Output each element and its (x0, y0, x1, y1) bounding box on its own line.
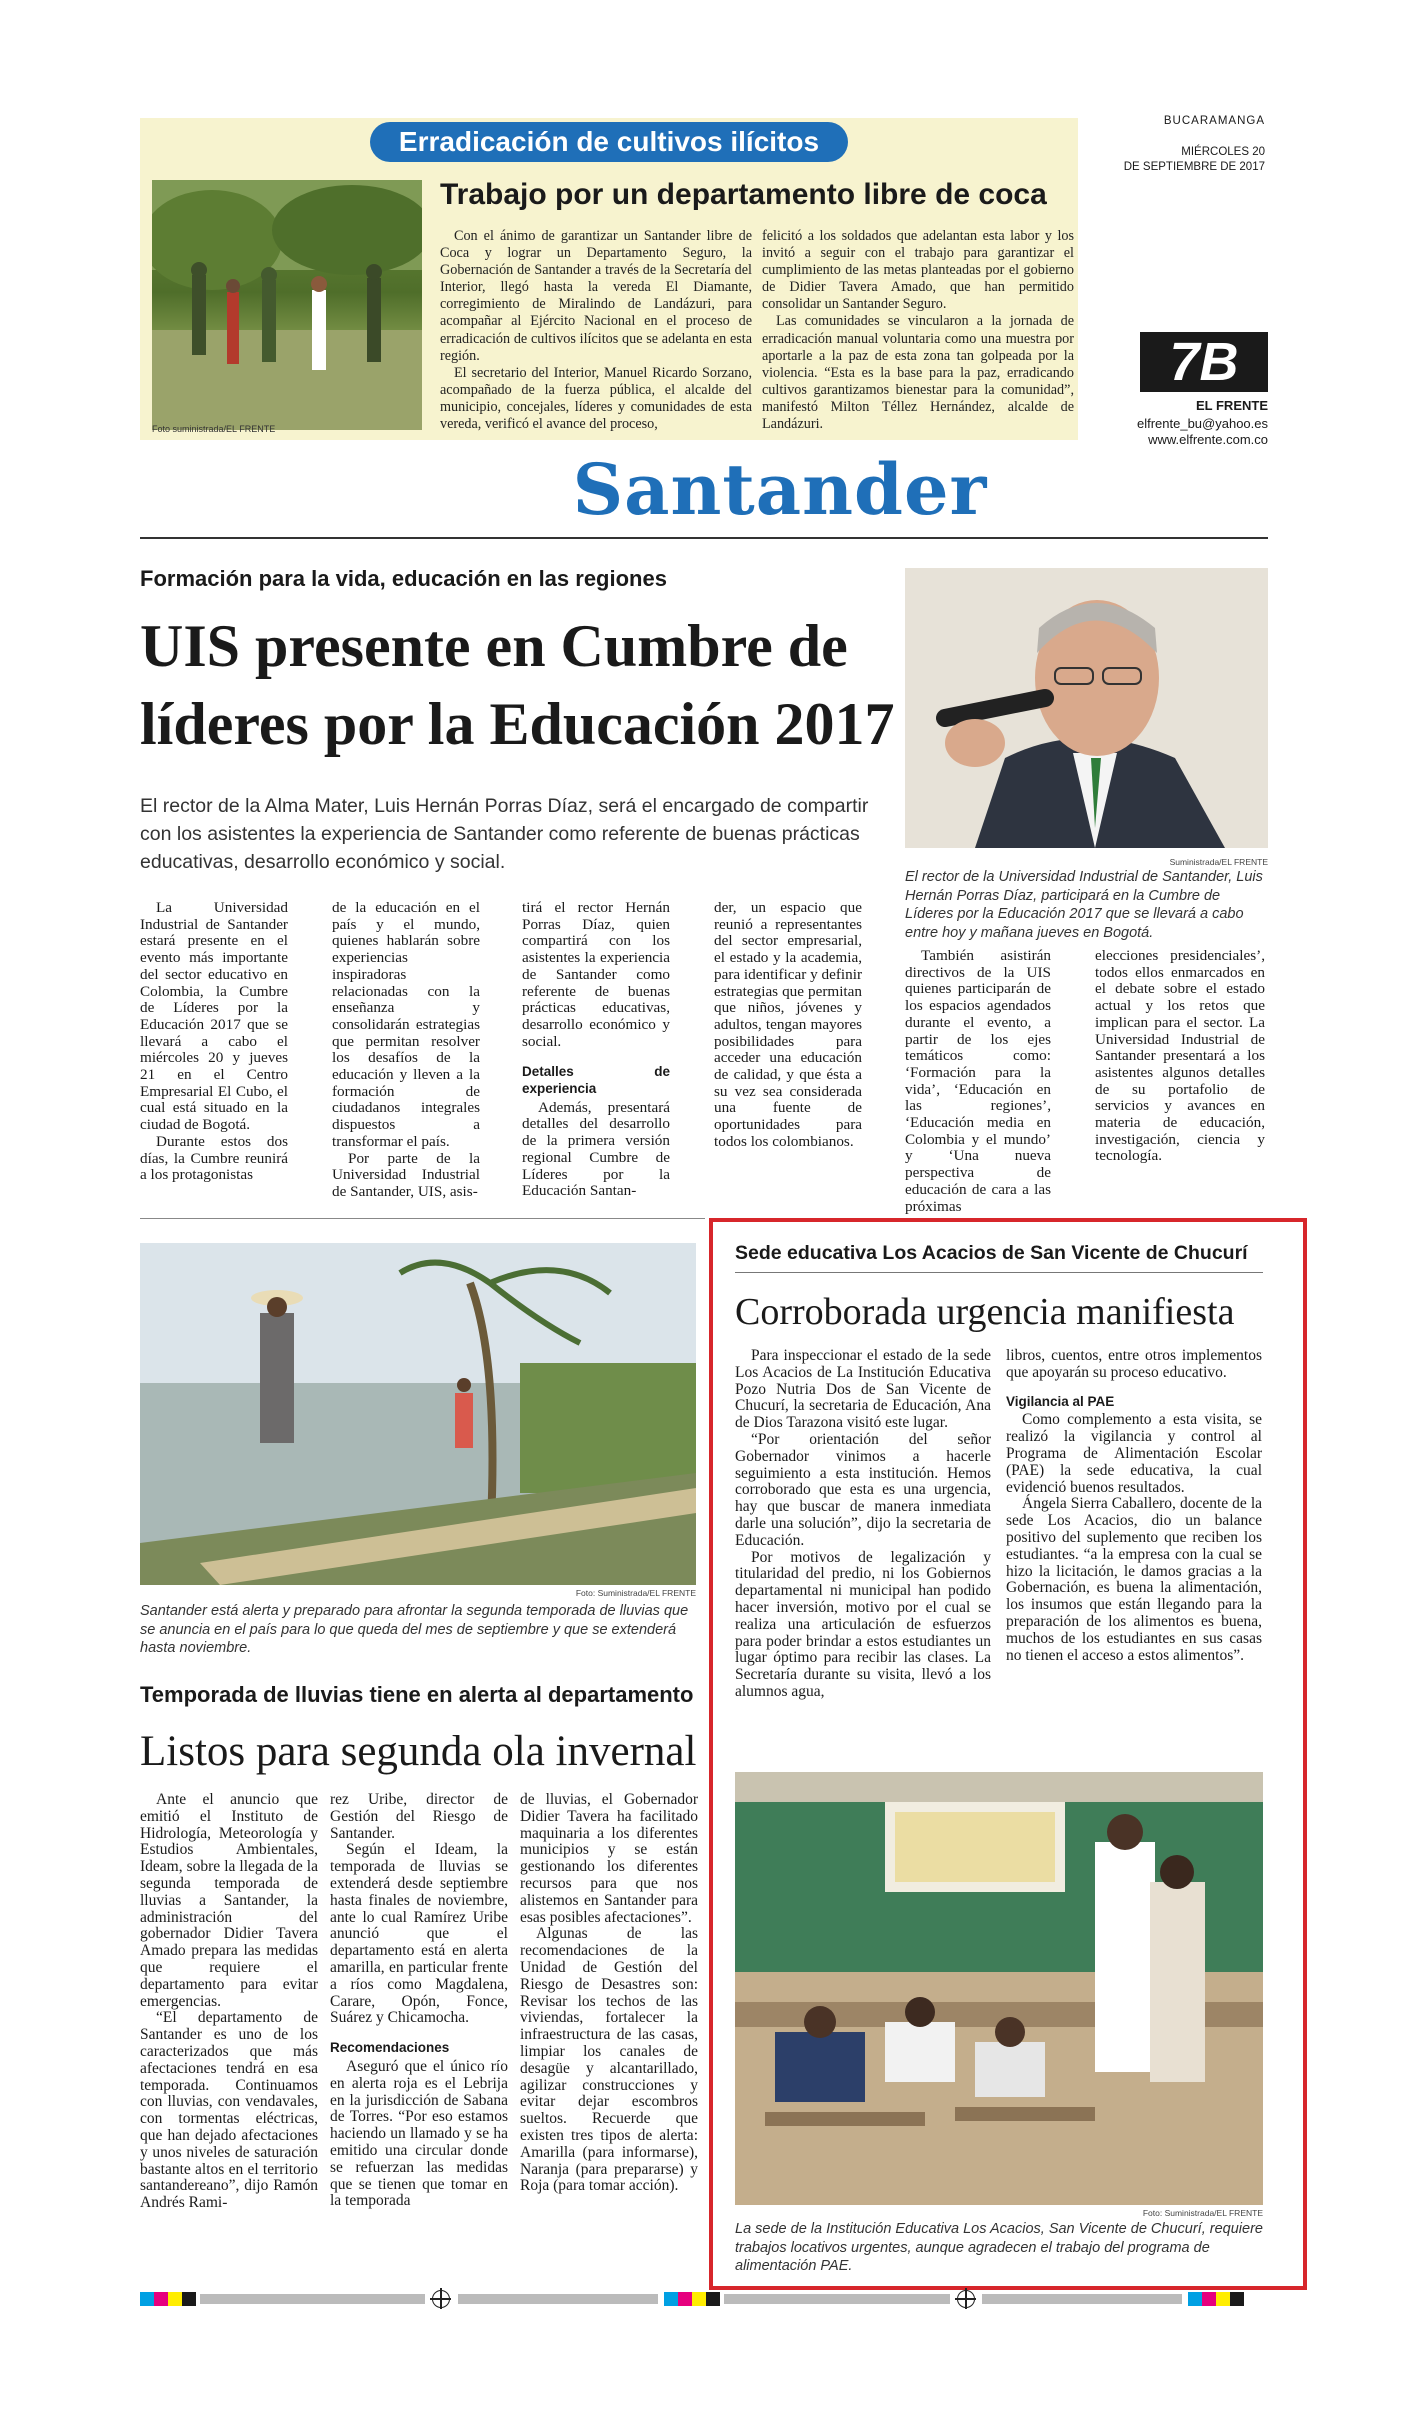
register-mark-black (1230, 2292, 1244, 2306)
subheading: Detalles de experiencia (522, 1064, 670, 1097)
uis-article-headline-line2: líderes por la Educación 2017 (140, 691, 895, 757)
rain-article-photo (140, 1243, 696, 1585)
top-article-column-2 (762, 228, 1074, 433)
paragraph: Con el ánimo de garantizar un Santander libre de Coca y lograr un Departamento Seguro, la Gobernación de Santander a través de la Secretaría del Interior, llegó hasta la vereda El Diamante, corregimiento de Miralindo de Landázuri, para acompañar al Ejército Nacional en el proceso de erradicación de cultivos ilícitos que se adelanta en esta región. (440, 228, 752, 364)
paragraph: Aseguró que el único río en alerta roja es el Lebrija en la jurisdicción de Sabana de Torres. “Por eso estamos haciendo un llamado y se ha emitido una circular donde se refuerzan las medidas que se tienen que tomar en la temporada (330, 2057, 508, 2210)
top-article-kicker: Erradicación de cultivos ilícitos (370, 122, 848, 162)
soldiers-in-field-image (152, 180, 422, 430)
edition-date-day: MIÉRCOLES 20 (1181, 146, 1265, 158)
paragraph: Por parte de la Universidad Industrial de Santander, UIS, asis- (332, 1149, 480, 1200)
paragraph: Para inspeccionar el estado de la sede Los Acacios de La Institución Educativa Pozo Nutria Dos de San Vicente de Chucurí, la secretaria de Educación, Ana de Dios Tarazona visitó este lugar. (735, 1347, 991, 1432)
contact-email[interactable]: elfrente_bu@yahoo.es (1136, 416, 1268, 431)
paragraph: Según el Ideam, la temporada de lluvias se extenderá desde septiembre hasta finales de noviembre, ante lo cual Ramírez Uribe anunció que el departamento está en alerta amarilla, en particular frente a ríos como Magdalena, Carare, Opón, Fonce, Suárez y Chicamocha. (330, 1841, 508, 2027)
register-mark-yellow (1216, 2292, 1230, 2306)
acacios-divider (735, 1272, 1263, 1273)
edition-city: BUCARAMANGA (1163, 115, 1265, 127)
register-mark-yellow (168, 2292, 182, 2306)
river-flood-image (140, 1243, 696, 1585)
paragraph: “Por orientación del señor Gobernador vinimos a hacerle seguimiento a esta institución. Hemos corroborado que esta es una urgencia, hay que buscar de manera inmediata darle una solución”, dijo la secretaria de Educación. (735, 1430, 991, 1549)
uis-column-2 (332, 900, 480, 1201)
uis-column-5 (905, 948, 1051, 1215)
paragraph: También asistirán directivos de la UIS quienes participarán de los espacios agendados durante el evento, a partir de los ejes temáticos como: ‘Formación para la vida’, ‘Educación en las regiones’, ‘Educación media en Colombia y el mundo’ y ‘Una nueva perspectiva de educación de cara a las próximas (905, 947, 1051, 1215)
register-bar (982, 2294, 1182, 2304)
rain-photo-caption: Santander está alerta y preparado para afrontar la segunda temporada de lluvias que se anuncia en el país para lo que queda del mes de septiembre y que se extenderá hasta noviembre. (140, 1603, 689, 1656)
acacios-column-1 (735, 1348, 991, 1701)
paragraph: Algunas de las recomendaciones de la Unidad de Gestión del Riesgo de Desastres son: Revisar los techos de las viviendas, fortalecer la infraestructura de las casas, limpiar los canales de desagüe y alcantarillado, agilizar construcciones y evitar dejar escombros sueltos. Recuerde que existen tres tipos de alerta: Amarilla (para informarse), Naranja (para prepararse) y Roja (para tomar acción). (520, 1925, 698, 2195)
uis-photo-credit: Suministrada/EL FRENTE (1169, 857, 1268, 867)
section-title: Santander (572, 448, 988, 531)
rain-photo-credit: Foto: Suministrada/EL FRENTE (575, 1588, 696, 1598)
uis-column-4 (714, 900, 862, 1151)
rain-article-headline: Listos para segunda ola invernal (140, 1728, 697, 1775)
paragraph: libros, cuentos, entre otros implementos que apoyarán su proceso educativo. (1006, 1347, 1262, 1381)
uis-photo-caption: El rector de la Universidad Industrial de Santander, Luis Hernán Porras Díaz, participará en la Cumbre de Líderes por la Educación 2017 que se llevará a cabo entre hoy y mañana jueves en Bogotá. (905, 869, 1263, 941)
uis-rector-photo (905, 568, 1268, 848)
paragraph: Por motivos de legalización y titularidad del predio, ni los Gobiernos departamental ni municipal han podido hacer inversión, motivo por el cual se realiza una articulación de esfuerzos para poder brindar a estos estudiantes un lugar óptimo para recibir las clases. La Secretaría durante su visita, llevó a los alumnos agua, (735, 1548, 991, 1700)
rain-column-1 (140, 1792, 318, 2212)
acacios-column-2 (1006, 1348, 1262, 1664)
uis-article-kicker: Formación para la vida, educación en las regiones (140, 566, 667, 591)
top-article-column-1 (440, 228, 752, 433)
register-bar (200, 2294, 425, 2304)
rain-article-kicker: Temporada de lluvias tiene en alerta al departamento (140, 1682, 694, 1707)
acacios-classroom-photo (735, 1772, 1263, 2205)
section-divider (140, 537, 1268, 539)
acacios-article-headline: Corroborada urgencia manifiesta (735, 1291, 1235, 1333)
article-divider (140, 1218, 705, 1219)
newspaper-brand: EL FRENTE (1196, 398, 1268, 413)
register-mark-cyan (664, 2292, 678, 2306)
rector-speaking-image (905, 568, 1268, 848)
paragraph: Las comunidades se vincularon a la jornada de erradicación manual voluntaria como una muestra por aportarle a la paz de esta zona tan golpeada por la violencia. “Esta es la base para la paz, erradicando cultivos garantizamos bienestar para la comunidad”, manifestó Milton Téllez Hernández, alcalde de Landázuri. (762, 313, 1074, 433)
paragraph: felicitó a los soldados que adelantan esta labor y los invitó a seguir con el trabajo para garantizar el cumplimiento de las metas planteadas por el gobierno de Didier Tavera Amado, que han permitido consolidar un Santander Seguro. (762, 228, 1074, 313)
paragraph: der, un espacio que reunió a representantes del sector empresarial, el estado y la academia, para identificar y definir estrategias que permitan que niños, jóvenes y adultos, tengan mayores posibilidades para acceder una educación de calidad, y que ésta a su vez sea considerada una fuente de oportunidades para todos los colombianos. (714, 899, 863, 1150)
register-bar (724, 2294, 950, 2304)
register-mark-magenta (678, 2292, 692, 2306)
top-article-headline: Trabajo por un departamento libre de coca (440, 178, 1047, 211)
rain-column-3 (520, 1792, 698, 2195)
acacios-article-kicker: Sede educativa Los Acacios de San Vicente de Chucurí (735, 1242, 1248, 1264)
register-mark-black (182, 2292, 196, 2306)
crosshair-icon (957, 2290, 975, 2308)
paragraph: Como complemento a esta visita, se realizó la vigilancia y control al Programa de Alimentación Escolar (PAE) la sede educativa, la cual evidenció buenos resultados. (1006, 1411, 1262, 1496)
uis-article-lead: El rector de la Alma Mater, Luis Hernán Porras Díaz, será el encargado de compartir con los asistentes la experiencia de Santander como referente de buenas prácticas educativas, desarrollo económico y social. (140, 795, 869, 873)
acacios-photo-caption: La sede de la Institución Educativa Los Acacios, San Vicente de Chucurí, requiere trabajos locativos urgentes, aunque agradecen el trabajo del programa de alimentación PAE. (735, 2221, 1263, 2274)
uis-article-headline-line1: UIS presente en Cumbre de (140, 613, 848, 679)
register-mark-magenta (1202, 2292, 1216, 2306)
register-mark-cyan (140, 2292, 154, 2306)
page-number: 7B (1140, 332, 1268, 392)
subheading: Recomendaciones (330, 2040, 450, 2056)
acacios-photo-credit: Foto: Suministrada/EL FRENTE (1142, 2208, 1263, 2218)
register-mark-yellow (692, 2292, 706, 2306)
paragraph: Ante el anuncio que emitió el Instituto de Hidrología, Meteorología y Estudios Ambientales, Ideam, sobre la llegada de la segunda temporada de lluvias a Santander, la administración del gobernador Didier Tavera Amado prepara las medidas que requiere el departamento para evitar emergencias. (140, 1791, 318, 2010)
paragraph: Además, presentará detalles del desarrollo de la primera versión regional Cumbre de Líderes por la Educación Santan- (522, 1098, 670, 1200)
edition-date: DE SEPTIEMBRE DE 2017 (1123, 161, 1265, 173)
uis-column-3 (522, 900, 670, 1200)
paragraph: Ángela Sierra Caballero, docente de la sede Los Acacios, dio un balance positivo del suplemento que reciben los estudiantes. “a la empresa con la cual se hizo la licitación, le damos gracias a la Gobernación, es buena la alimentación, los insumos que están llegando para la preparación de los alimentos es buena, muchos de los estudiantes en sus casas no tienen el acceso a estos alimentos”. (1006, 1495, 1262, 1664)
paragraph: de lluvias, el Gobernador Didier Tavera ha facilitado maquinaria a los diferentes municipios y se están gestionando los diferentes recursos para que nos alistemos en Santander para esas posibles afectaciones”. (520, 1791, 698, 1926)
register-mark-cyan (1188, 2292, 1202, 2306)
paragraph: tirá el rector Hernán Porras Díaz, quien compartirá con los asistentes la experiencia de Santander como referente de buenas prácticas educativas, desarrollo económico y social. (522, 899, 670, 1050)
subheading: Vigilancia al PAE (1006, 1393, 1115, 1409)
uis-column-1 (140, 900, 288, 1184)
top-photo-credit: Foto suministrada/EL FRENTE (152, 424, 276, 434)
paragraph: La Universidad Industrial de Santander estará presente en el evento más importante del sector educativo en Colombia, la Cumbre de Líderes por la Educación 2017 que se llevará a cabo el miércoles 20 y jueves 21 en el Centro Empresarial El Cubo, el cual está situado en la ciudad de Bogotá. (140, 899, 288, 1134)
uis-column-6 (1095, 948, 1265, 1165)
crosshair-icon (432, 2290, 450, 2308)
top-article-photo (152, 180, 422, 430)
register-bar (458, 2294, 658, 2304)
paragraph: “El departamento de Santander es uno de los caracterizados que más afectaciones tendrá en esa temporada. Continuamos con lluvias, con vendavales, con tormentas eléctricas, que han dejado afectaciones y unos niveles de saturación bastante altos en el territorio santandereano”, dijo Ramón Andrés Rami- (140, 2009, 318, 2212)
website-link[interactable]: www.elfrente.com.co (1148, 432, 1268, 447)
rain-column-2 (330, 1792, 508, 2210)
paragraph: elecciones presidenciales’, todos ellos enmarcados en el debate sobre el estado actual y los retos que implican para el sector. La Universidad Industrial de Santander presentará a los asistentes algunos detalles de su portafolio de servicios y avances en materia de educación, investigación, ciencia y tecnología. (1095, 947, 1265, 1165)
register-mark-magenta (154, 2292, 168, 2306)
paragraph: rez Uribe, director de Gestión del Riesgo de Santander. (330, 1791, 508, 1842)
classroom-students-image (735, 1772, 1263, 2205)
register-mark-black (706, 2292, 720, 2306)
paragraph: El secretario del Interior, Manuel Ricardo Sorzano, acompañado de la fuerza pública, el alcalde del municipio, concejales, líderes y comunidades de esta vereda, verificó el avance del proceso, (440, 364, 752, 433)
paragraph: de la educación en el país y el mundo, quienes hablarán sobre experiencias inspiradoras relacionadas con la enseñanza y consolidarán estrategias que permitan resolver los desafíos de la educación y lleven a la formación de ciudadanos integrales dispuestos a transformar el país. (332, 899, 480, 1150)
paragraph: Durante estos dos días, la Cumbre reunirá a los protagonistas (140, 1132, 288, 1184)
